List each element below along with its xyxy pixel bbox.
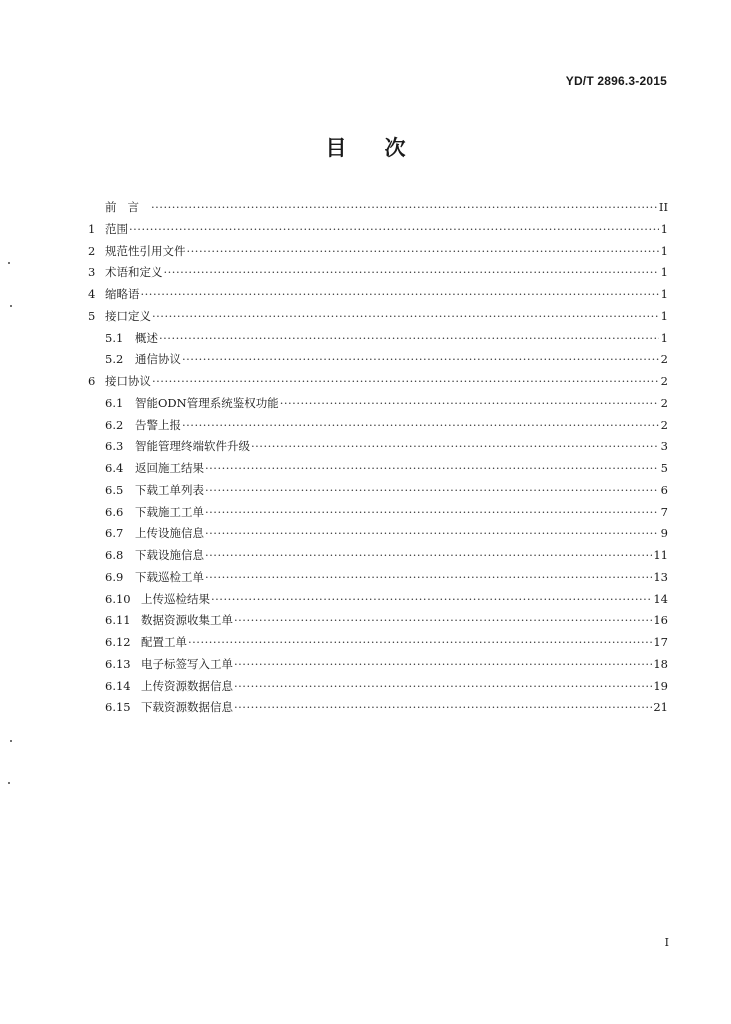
toc-entry-page: 1 bbox=[660, 243, 668, 258]
toc-entry-page: 1 bbox=[660, 308, 668, 323]
toc-leader-dots bbox=[205, 545, 652, 567]
toc-entry-page: 2 bbox=[660, 374, 668, 388]
toc-leader-dots bbox=[187, 241, 660, 263]
toc-entry-number: 6.7 bbox=[105, 526, 124, 541]
toc-leader-dots bbox=[152, 371, 659, 393]
toc-entry-number: 6.8 bbox=[105, 548, 124, 562]
toc-entry-title: 下载施工工单 bbox=[135, 504, 204, 519]
table-of-contents bbox=[88, 197, 668, 719]
toc-leader-dots bbox=[129, 219, 659, 241]
toc-entry-number: 3 bbox=[88, 265, 96, 280]
toc-entry[interactable] bbox=[88, 502, 668, 524]
toc-entry-page: 19 bbox=[653, 678, 668, 693]
toc-leader-dots bbox=[205, 523, 659, 545]
toc-entry-number: 6.14 bbox=[105, 678, 131, 693]
toc-entry[interactable] bbox=[88, 480, 668, 502]
toc-leader-dots bbox=[234, 654, 652, 676]
toc-entry[interactable] bbox=[88, 284, 668, 306]
toc-entry[interactable] bbox=[88, 197, 668, 219]
toc-entry-page: 13 bbox=[653, 569, 668, 584]
title-char-2: 次 bbox=[384, 135, 406, 160]
toc-leader-dots bbox=[234, 697, 652, 719]
toc-entry-number: 1 bbox=[88, 221, 96, 236]
toc-entry-number: 5.1 bbox=[105, 330, 124, 345]
toc-entry-title: 接口定义 bbox=[105, 308, 151, 323]
toc-entry-page: 21 bbox=[653, 700, 668, 715]
page-title bbox=[0, 132, 731, 162]
toc-entry[interactable] bbox=[88, 306, 668, 328]
toc-entry-page: 7 bbox=[660, 504, 668, 519]
toc-entry-title: 接口协议 bbox=[105, 374, 151, 388]
toc-entry-number: 6.6 bbox=[105, 504, 124, 519]
toc-entry-title: 上传设施信息 bbox=[135, 526, 204, 541]
toc-entry-page: 6 bbox=[660, 482, 668, 497]
toc-entry-number: 2 bbox=[88, 243, 96, 258]
toc-entry-title: 上传巡检结果 bbox=[141, 591, 210, 606]
toc-entry[interactable] bbox=[88, 589, 668, 611]
toc-entry-title: 下载巡检工单 bbox=[135, 569, 204, 584]
toc-entry-title: 智能管理终端软件升级 bbox=[135, 439, 250, 454]
toc-entry-title: 概述 bbox=[135, 330, 158, 345]
toc-leader-dots bbox=[234, 676, 652, 698]
toc-leader-dots bbox=[152, 306, 659, 328]
toc-entry-number: 4 bbox=[88, 287, 96, 301]
toc-entry[interactable] bbox=[88, 458, 668, 480]
toc-entry-title: 下载设施信息 bbox=[135, 548, 204, 562]
toc-entry-page: II bbox=[658, 200, 668, 214]
toc-entry-title: 前言 bbox=[105, 200, 150, 214]
toc-entry-title: 返回施工结果 bbox=[135, 461, 204, 475]
toc-entry-title: 缩略语 bbox=[105, 287, 140, 301]
toc-leader-dots bbox=[211, 589, 652, 611]
toc-entry-number: 5.2 bbox=[105, 352, 124, 367]
scan-speck bbox=[10, 305, 12, 307]
toc-entry[interactable] bbox=[88, 415, 668, 437]
toc-entry[interactable] bbox=[88, 654, 668, 676]
toc-entry-title: 下载工单列表 bbox=[135, 482, 204, 497]
toc-entry-title: 电子标签写入工单 bbox=[141, 656, 233, 671]
toc-entry-title: 上传资源数据信息 bbox=[141, 678, 233, 693]
toc-entry-page: 18 bbox=[653, 656, 668, 671]
toc-entry[interactable] bbox=[88, 393, 668, 415]
toc-entry-number: 6.5 bbox=[105, 482, 124, 497]
toc-entry-title: 通信协议 bbox=[135, 352, 181, 367]
title-char-1: 目 bbox=[325, 135, 347, 160]
toc-entry-page: 1 bbox=[660, 221, 668, 236]
toc-entry-number: 6 bbox=[88, 374, 96, 388]
toc-entry-page: 14 bbox=[653, 591, 668, 606]
toc-entry-number: 6.12 bbox=[105, 635, 131, 649]
toc-leader-dots bbox=[205, 480, 659, 502]
toc-entry-title: 规范性引用文件 bbox=[105, 243, 186, 258]
toc-leader-dots bbox=[182, 415, 659, 437]
toc-entry-number: 5 bbox=[88, 308, 96, 323]
scan-speck bbox=[8, 262, 10, 264]
toc-entry[interactable] bbox=[88, 523, 668, 545]
toc-entry[interactable] bbox=[88, 241, 668, 263]
toc-entry[interactable] bbox=[88, 632, 668, 654]
toc-entry-page: 2 bbox=[660, 417, 668, 432]
toc-entry-page: 1 bbox=[660, 287, 668, 301]
toc-entry-number: 6.1 bbox=[105, 395, 124, 410]
toc-entry-title: 配置工单 bbox=[141, 635, 187, 649]
document-id: YD/T 2896.3-2015 bbox=[565, 74, 667, 88]
toc-entry-number: 6.13 bbox=[105, 656, 131, 671]
toc-leader-dots bbox=[234, 610, 652, 632]
toc-entry[interactable] bbox=[88, 349, 668, 371]
toc-entry[interactable] bbox=[88, 371, 668, 393]
toc-leader-dots bbox=[280, 393, 659, 415]
toc-entry-page: 3 bbox=[660, 439, 668, 454]
toc-entry-title: 智能ODN管理系统鉴权功能 bbox=[135, 395, 279, 410]
toc-entry[interactable] bbox=[88, 436, 668, 458]
toc-entry-page: 16 bbox=[653, 613, 668, 628]
toc-entry-page: 1 bbox=[660, 330, 668, 345]
page-number: I bbox=[664, 936, 669, 949]
toc-entry-page: 9 bbox=[660, 526, 668, 541]
toc-entry-title: 下载资源数据信息 bbox=[141, 700, 233, 715]
toc-entry-number: 6.4 bbox=[105, 461, 124, 475]
toc-entry-number: 6.9 bbox=[105, 569, 124, 584]
scan-speck bbox=[8, 782, 10, 784]
toc-leader-dots bbox=[151, 197, 658, 219]
toc-entry[interactable] bbox=[88, 676, 668, 698]
toc-entry-title: 范围 bbox=[105, 221, 128, 236]
toc-entry[interactable] bbox=[88, 697, 668, 719]
toc-entry-title: 告警上报 bbox=[135, 417, 181, 432]
toc-entry-page: 11 bbox=[653, 548, 668, 562]
toc-entry-page: 2 bbox=[660, 352, 668, 367]
toc-leader-dots bbox=[141, 284, 660, 306]
toc-entry[interactable] bbox=[88, 328, 668, 350]
toc-leader-dots bbox=[188, 632, 652, 654]
toc-entry-number: 6.2 bbox=[105, 417, 124, 432]
toc-leader-dots bbox=[159, 328, 659, 350]
toc-entry[interactable] bbox=[88, 545, 668, 567]
toc-leader-dots bbox=[164, 262, 660, 284]
toc-entry[interactable] bbox=[88, 262, 668, 284]
toc-entry-number: 6.11 bbox=[105, 613, 131, 628]
scan-speck bbox=[10, 740, 12, 742]
toc-entry-page: 2 bbox=[660, 395, 668, 410]
toc-entry-title: 数据资源收集工单 bbox=[141, 613, 233, 628]
toc-leader-dots bbox=[205, 458, 659, 480]
toc-leader-dots bbox=[182, 349, 659, 371]
toc-entry-title: 术语和定义 bbox=[105, 265, 163, 280]
toc-entry-number: 6.15 bbox=[105, 700, 131, 715]
toc-entry-page: 1 bbox=[660, 265, 668, 280]
toc-leader-dots bbox=[251, 436, 659, 458]
toc-entry[interactable] bbox=[88, 219, 668, 241]
toc-entry-page: 5 bbox=[660, 461, 668, 475]
toc-leader-dots bbox=[205, 502, 659, 524]
toc-leader-dots bbox=[205, 567, 652, 589]
toc-entry[interactable] bbox=[88, 567, 668, 589]
toc-entry-number: 6.10 bbox=[105, 591, 131, 606]
toc-entry[interactable] bbox=[88, 610, 668, 632]
toc-entry-page: 17 bbox=[653, 635, 668, 649]
toc-entry-number: 6.3 bbox=[105, 439, 124, 454]
